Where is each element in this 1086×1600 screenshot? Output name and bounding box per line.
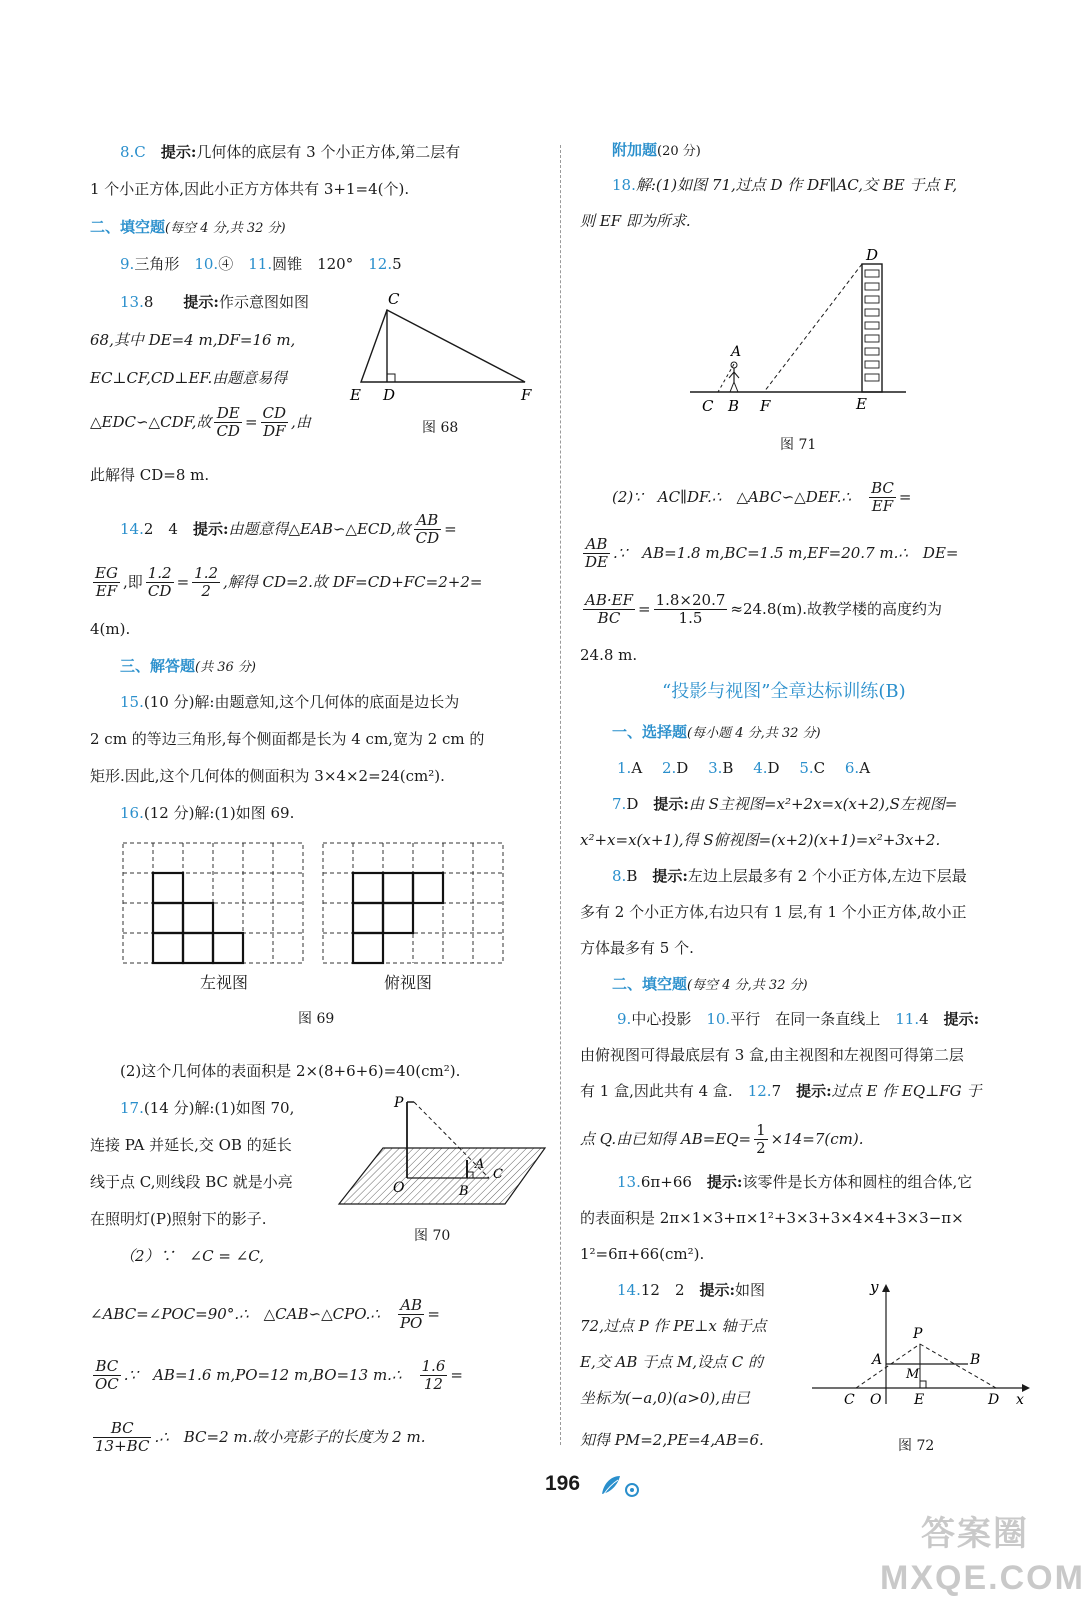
q16-line-2: (2)这个几何体的表面积是 2×(8+6+6)=40(cm²).	[120, 1062, 461, 1080]
fig69-right-label: 俯视图	[384, 973, 433, 992]
fig72-label-x: x	[1016, 1392, 1024, 1408]
leaf-decoration-icon	[598, 1472, 644, 1500]
fig72-label-m: M	[906, 1367, 920, 1382]
fig72-label-y: y	[870, 1280, 879, 1296]
fig70-label-c: C	[493, 1167, 503, 1182]
fig70-label-b: B	[459, 1184, 469, 1199]
q17-line-4: 在照明灯(P)照射下的影子.	[90, 1210, 267, 1228]
figure-68-triangle	[345, 288, 545, 406]
fig71-label-d: D	[866, 246, 879, 264]
fraction-12-2: $\frac{1.2}{2}$	[194, 564, 219, 601]
fig68-label-c: C	[388, 290, 400, 308]
fig68-label-e: E	[350, 386, 361, 404]
fraction-cd-df: $\frac{CD}{DF}$	[262, 404, 287, 441]
fig72-label-a: A	[872, 1352, 883, 1368]
fig69-caption: 图 69	[298, 1011, 335, 1027]
fig71-label-a: A	[731, 344, 742, 360]
q13-r-line-3: 1²=6π+66(cm²).	[580, 1245, 705, 1263]
chapter-title: “投影与视图”全章达标训练(B)	[662, 681, 906, 702]
q12-r-line-2: 点 Q.由已知得 AB=EQ= $\frac{1}{2}$ ×14=7(cm).	[580, 1121, 864, 1158]
q13-line-2: 68,其中 DE=4 m,DF=16 m,	[90, 331, 296, 349]
q17-line-8: $\frac{BC}{13+BC}$ .∴ BC=2 m.故小亮影子的长度为 2 m.	[95, 1419, 426, 1456]
fraction-de-cd: $\frac{DE}{CD}$	[216, 404, 240, 441]
fig72-label-e: E	[914, 1392, 925, 1408]
figure-72-coordinates	[808, 1280, 1033, 1410]
fraction-eg-ef: $\frac{EG}{EF}$	[95, 564, 118, 601]
q15-line-2: 2 cm 的等边三角形,每个侧面都是长为 4 cm,宽为 2 cm 的	[90, 730, 485, 748]
q17-line-3: 线于点 C,则线段 BC 就是小亮	[90, 1173, 293, 1191]
q14-line-2: $\frac{EG}{EF}$ ,即 $\frac{1.2}{CD}$ = $\frac{1.2}{2}$ ,解得 CD=2.故 DF=CD+FC=2+2=	[95, 564, 483, 601]
fraction-ab-po: $\frac{AB}{PO}$	[399, 1296, 423, 1333]
q8-r-line-3: 方体最多有 5 个.	[580, 939, 694, 957]
section-2-r-heading: 二、填空题(每空 4 分,共 32 分)	[612, 975, 808, 993]
q9-11-r-answers: 9.中心投影 10.平行 在同一条直线上 11.4 提示:	[617, 1010, 980, 1028]
q18-line-1: 18.解:(1)如图 71,过点 D 作 DF∥AC,交 BE 于点 F,	[612, 176, 958, 194]
q17-line-2: 连接 PA 并延长,交 OB 的延长	[90, 1136, 292, 1154]
figure-69-top-view	[322, 842, 506, 966]
q9-12-answers: 9.三角形 10.④ 11.圆锥 120° 12.5	[120, 255, 402, 273]
fig68-caption: 图 68	[422, 420, 459, 436]
fraction-one-half: $\frac{1}{2}$	[756, 1121, 766, 1158]
q14-r-line-3: E,交 AB 于点 M,设点 C 的	[580, 1353, 764, 1371]
fraction-12-cd: $\frac{1.2}{CD}$	[147, 564, 172, 601]
fig71-caption: 图 71	[780, 437, 817, 453]
fig70-caption: 图 70	[414, 1228, 451, 1244]
q18-line-2: 则 EF 即为所求.	[580, 212, 691, 230]
fig71-label-e: E	[856, 395, 867, 413]
page-number: 196	[545, 1472, 581, 1495]
section-2-heading: 二、填空题(每空 4 分,共 32 分)	[90, 218, 286, 236]
q13-line-3: EC⊥CF,CD⊥EF.由题意易得	[90, 369, 288, 387]
fraction-bc-13bc: $\frac{BC}{13+BC}$	[95, 1419, 150, 1456]
fraction-bc-ef: $\frac{BC}{EF}$	[871, 479, 894, 516]
q17-line-1: 17.(14 分)解:(1)如图 70,	[120, 1099, 295, 1117]
q7-line-2: x²+x=x(x+1),得 S俯视图=(x+2)(x+1)=x²+3x+2.	[580, 831, 941, 849]
q13-r-line-1: 13.6π+66 提示:该零件是长方体和圆柱的组合体,它	[617, 1173, 973, 1191]
q14-r-line-4: 坐标为(−a,0)(a>0),由已	[580, 1389, 751, 1407]
q18-line-6: 24.8 m.	[580, 646, 638, 664]
q7-line-1: 7.D 提示:由 S主视图=x²+2x=x(x+2),S左视图=	[612, 795, 958, 813]
q18-line-4: $\frac{AB}{DE}$ .∵ AB=1.8 m,BC=1.5 m,EF=20.7 m.∴ DE=	[585, 535, 959, 572]
q11-r-line-2: 由俯视图可得最底层有 3 盒,由主视图和左视图可得第二层	[580, 1046, 964, 1064]
figure-71-building	[690, 244, 910, 414]
q15-line-1: 15.(10 分)解:由题意知,这个几何体的底面是边长为	[120, 693, 460, 711]
fig70-label-o: O	[393, 1180, 405, 1196]
fig72-label-o: O	[870, 1392, 882, 1408]
q13-line-5: 此解得 CD=8 m.	[90, 466, 210, 484]
fig70-label-p: P	[394, 1095, 404, 1111]
fig72-label-p: P	[913, 1326, 923, 1342]
figure-69-left-view	[122, 842, 306, 966]
q8-r-line-2: 多有 2 个小正方体,右边只有 1 层,有 1 个小正方体,故小正	[580, 903, 967, 921]
q8-line-1: 8.C 提示:几何体的底层有 3 个小正方体,第二层有	[120, 143, 461, 161]
q15-line-3: 矩形.因此,这个几何体的侧面积为 3×4×2=24(cm²).	[90, 767, 445, 785]
q17-line-6: ∠ABC=∠POC=90°.∴ △CAB∽△CPO.∴ $\frac{AB}{PO}$ =	[90, 1296, 440, 1333]
fig71-label-f: F	[760, 397, 771, 414]
q11-r-line-3: 有 1 盒,因此共有 4 盒. 12.7 提示:过点 E 作 EQ⊥FG 于	[580, 1082, 982, 1100]
q13-r-line-2: 的表面积是 2π×1×3+π×1²+3×3+3×4×4+3×3−π×	[580, 1209, 964, 1227]
fraction-calc: $\frac{1.8\times 20.7}{1.5}$	[655, 591, 726, 628]
fraction-16-12: $\frac{1.6}{12}$	[421, 1357, 446, 1394]
fraction-ab-cd: $\frac{AB}{CD}$	[415, 511, 440, 548]
figure-70-streetlight	[335, 1092, 550, 1212]
q14-r-line-1: 14.12 2 提示:如图	[617, 1281, 766, 1299]
q17-line-5: （2）∵ ∠C = ∠C,	[120, 1247, 264, 1265]
fig70-label-a: A	[475, 1157, 485, 1172]
section-3-heading: 三、解答题(共 36 分)	[120, 657, 256, 675]
column-divider	[560, 145, 561, 1445]
q14-r-line-2: 72,过点 P 作 PE⊥x 轴于点	[580, 1317, 767, 1335]
fraction-ab-de: $\frac{AB}{DE}$	[585, 535, 608, 572]
q13-line-4: △EDC∽△CDF,故 $\frac{DE}{CD}$ = $\frac{CD}{DF}$ ,由	[90, 404, 311, 441]
q14-r-line-5: 知得 PM=2,PE=4,AB=6.	[580, 1431, 764, 1449]
fraction-abef-bc: $\frac{AB\cdot EF}{BC}$	[585, 591, 633, 628]
fig72-label-c: C	[844, 1392, 855, 1408]
section-1-heading: 一、选择题(每小题 4 分,共 32 分)	[612, 723, 821, 741]
mc-answers: 1.A 2.D 3.B 4.D 5.C 6.A	[617, 759, 871, 777]
additional-section-heading: 附加题(20 分)	[612, 141, 701, 159]
q8-line-2: 1 个小正方体,因此小正方方体共有 3+1=4(个).	[90, 180, 410, 198]
fig72-label-b: B	[970, 1352, 981, 1368]
q18-line-3: (2)∵ AC∥DF.∴ △ABC∽△DEF.∴ $\frac{BC}{EF}$ =	[612, 479, 912, 516]
fig69-left-label: 左视图	[200, 973, 249, 992]
q13-line-1: 13.8 提示:作示意图如图	[120, 293, 309, 311]
q14-line-1: 14.2 4 提示:由题意得△EAB∽△ECD,故 $\frac{AB}{CD}$ =	[120, 511, 457, 548]
fraction-bc-oc: $\frac{BC}{OC}$	[95, 1357, 119, 1394]
fig72-label-d: D	[988, 1392, 1000, 1408]
q18-line-5: $\frac{AB\cdot EF}{BC}$ = $\frac{1.8\times 20.7}{1.5}$ ≈24.8(m).故教学楼的高度约为	[585, 591, 943, 628]
q8-r-line-1: 8.B 提示:左边上层最多有 2 个小正方体,左边下层最	[612, 867, 967, 885]
q16-line-1: 16.(12 分)解:(1)如图 69.	[120, 804, 295, 822]
fig71-label-c: C	[702, 397, 714, 414]
q14-line-3: 4(m).	[90, 620, 131, 638]
fig68-label-f: F	[521, 386, 532, 404]
fig71-label-b: B	[728, 397, 740, 414]
watermark: 答案圈 MXQE.COM	[880, 1515, 1085, 1597]
q17-line-7: $\frac{BC}{OC}$ .∵ AB=1.6 m,PO=12 m,BO=13 m.∴ $\frac{1.6}{12}$ =	[95, 1357, 463, 1394]
fig68-label-d: D	[383, 386, 396, 404]
fig72-caption: 图 72	[898, 1438, 935, 1454]
